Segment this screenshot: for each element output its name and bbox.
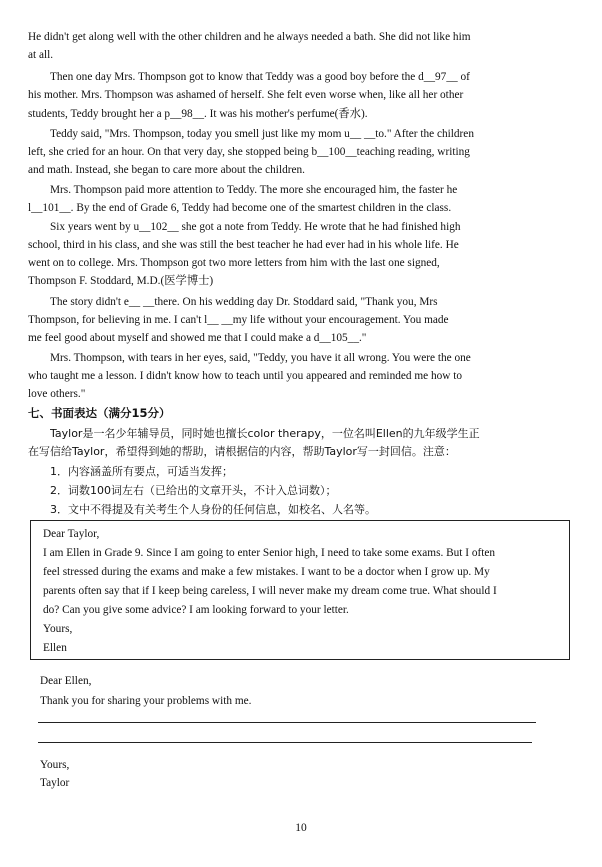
passage-line: left, she cried for an hour. On that very day, she stopped being b__100__teaching reading, writing — [28, 146, 470, 158]
passage-line: Mrs. Thompson paid more attention to Teddy. The more she encouraged him, the faster he — [50, 184, 458, 196]
letter-body-line: I am Ellen in Grade 9. Since I am going to enter Senior high, I need to take some exams. But I often — [43, 547, 496, 559]
passage-line: Mrs. Thompson, with tears in her eyes, said, "Teddy, you have it all wrong. You were the one — [50, 352, 471, 364]
rule-item: 1．内容涵盖所有要点，可适当发挥； — [50, 465, 233, 478]
answer-line[interactable] — [38, 722, 536, 723]
prompt-line: Taylor是一名少年辅导员，同时她也擅长color therapy，一位名叫Ellen的九年级学生正 — [50, 427, 480, 440]
letter-signature: Ellen — [43, 642, 67, 654]
passage-line: Thompson, for believing in me. I can't l__ __my life without your encouragement. You made — [28, 314, 449, 326]
reply-closing: Yours, — [40, 759, 70, 771]
page-number: 10 — [295, 822, 307, 834]
reply-greeting: Dear Ellen, — [40, 675, 92, 687]
passage-line: Teddy said, "Mrs. Thompson, today you smell just like my mom u__ __to." After the children — [50, 128, 474, 140]
rule-item: 2．词数100词左右（已给出的文章开头，不计入总词数）； — [50, 484, 337, 497]
passage-line: l__101__. By the end of Grade 6, Teddy had become one of the smartest children in the class. — [28, 202, 452, 214]
answer-line[interactable] — [38, 742, 532, 743]
prompt-line: 在写信给Taylor，希望得到她的帮助，请根据信的内容，帮助Taylor写一封回信。注意： — [28, 445, 456, 458]
letter-box — [30, 520, 570, 660]
letter-greeting: Dear Taylor, — [43, 528, 100, 540]
passage-line: and math. Instead, she began to care more about the children. — [28, 164, 305, 176]
section-heading: 七、书面表达（满分15分） — [28, 406, 171, 420]
passage-line: love others." — [28, 388, 86, 400]
passage-line: me feel good about myself and showed me that I could make a d__105__." — [28, 332, 367, 344]
passage-line: his mother. Mrs. Thompson was ashamed of herself. She felt even worse when, like all her other — [28, 89, 464, 101]
reply-opening: Thank you for sharing your problems with me. — [40, 695, 252, 707]
letter-closing: Yours, — [43, 623, 73, 635]
passage-line: He didn't get along well with the other children and he always needed a bath. She did not like him — [28, 31, 471, 43]
passage-line: The story didn't e__ __there. On his wedding day Dr. Stoddard said, "Thank you, Mrs — [50, 296, 438, 308]
passage-line: Then one day Mrs. Thompson got to know that Teddy was a good boy before the d__97__ of — [50, 71, 470, 83]
passage-line: Six years went by u__102__ she got a note from Teddy. He wrote that he had finished high — [50, 221, 461, 233]
passage-line: Thompson F. Stoddard, M.D.(医学博士) — [28, 275, 214, 287]
passage-line: went on to college. Mrs. Thompson got two more letters from him with the last one signed, — [28, 257, 440, 269]
passage-line: students, Teddy brought her a p__98__. It was his mother's perfume(香水). — [28, 108, 368, 120]
letter-body-line: parents often say that if I keep being careless, I will never make my dream come true. What should I — [43, 585, 497, 597]
passage-line: at all. — [28, 49, 54, 61]
letter-body-line: feel stressed during the exams and make a few mistakes. I want to be a doctor when I grow up. My — [43, 566, 490, 578]
reply-signature: Taylor — [40, 777, 70, 789]
passage-line: school, third in his class, and she was still the best teacher he had ever had in his whole life. He — [28, 239, 459, 251]
rule-item: 3．文中不得提及有关考生个人身份的任何信息，如校名、人名等。 — [50, 503, 376, 516]
letter-body-line: do? Can you give some advice? I am looking forward to your letter. — [43, 604, 349, 616]
passage-line: who taught me a lesson. I didn't know how to teach until you appeared and reminded me how to — [28, 370, 463, 382]
